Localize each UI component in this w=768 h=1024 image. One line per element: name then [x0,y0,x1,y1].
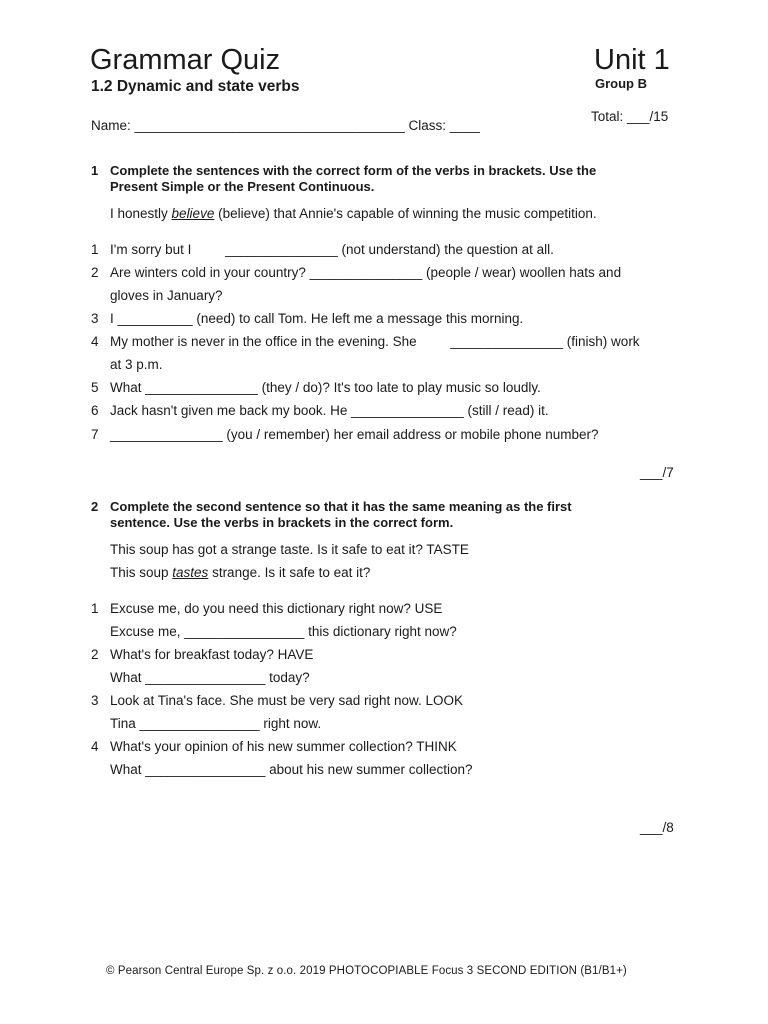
task1-item-number: 7 [91,427,99,442]
task1-example-after: (believe) that Annie's capable of winning the music competition. [214,206,597,221]
group-label: Group B [595,76,647,91]
task2-instruction-line1: Complete the second sentence so that it has the same meaning as the first [110,499,572,514]
task1-item-number: 1 [91,242,99,257]
quiz-title: Grammar Quiz [90,44,281,76]
task1-item-line: My mother is never in the office in the evening. She _______________ (finish) work [110,334,640,349]
task1-item-number: 3 [91,311,99,326]
task1-item-number: 6 [91,403,99,418]
task2-example-line1: This soup has got a strange taste. Is it safe to eat it? TASTE [110,542,469,557]
task2-example-answer: tastes [172,565,209,580]
task2-item-line: What ________________ today? [110,670,310,685]
task1-instruction-line1: Complete the sentences with the correct form of the verbs in brackets. Use the [110,163,597,178]
task2-item-number: 2 [91,647,99,662]
task2-item-number: 3 [91,693,99,708]
task2-score: ___/8 [640,820,674,835]
task1-item-number: 2 [91,265,99,280]
task2-example-after: strange. Is it safe to eat it? [208,565,371,580]
task1-example-answer: believe [171,206,215,221]
unit-label: Unit 1 [594,44,670,76]
task2-item-line: What's for breakfast today? HAVE [110,647,314,662]
task2-item-line: What ________________ about his new summer collection? [110,762,473,777]
task1-item-line: I'm sorry but I _______________ (not understand) the question at all. [110,242,554,257]
task1-item-number: 4 [91,334,99,349]
task2-example-before: This soup [110,565,173,580]
task1-item-line: gloves in January? [110,288,223,303]
task2-item-number: 1 [91,601,99,616]
task2-instruction [110,499,670,531]
task1-item-line: Jack hasn't given me back my book. He _______________ (still / read) it. [110,403,549,418]
task2-item-line: Tina ________________ right now. [110,716,322,731]
task1-example-before: I honestly [110,206,172,221]
task1-score: ___/7 [640,465,674,480]
task2-item-line: Excuse me, ________________ this dictionary right now? [110,624,457,639]
task2-item-number: 4 [91,739,99,754]
name-class-line: Name: ____________________________________ Class: ____ [91,118,480,133]
copyright-footer: © Pearson Central Europe Sp. z o.o. 2019 PHOTOCOPIABLE Focus 3 SECOND EDITION (B1/B1+) [106,965,627,977]
task2-item-line: Look at Tina's face. She must be very sad right now. LOOK [110,693,464,708]
task1-item-line: Are winters cold in your country? _______________ (people / wear) woollen hats and [110,265,622,280]
task1-item-line: _______________ (you / remember) her email address or mobile phone number? [110,427,599,442]
task1-instruction [110,163,670,195]
task2-example-line2 [110,564,370,582]
task1-item-line: What _______________ (they / do)? It's too late to play music so loudly. [110,380,541,395]
task1-number: 1 [91,163,99,178]
quiz-subtitle: 1.2 Dynamic and state verbs [91,78,300,95]
total-score: Total: ___/15 [591,109,669,124]
task2-item-line: Excuse me, do you need this dictionary right now? USE [110,601,443,616]
task2-instruction-line2: sentence. Use the verbs in brackets in the correct form. [110,515,454,530]
task2-item-line: What's your opinion of his new summer collection? THINK [110,739,457,754]
task1-instruction-line2: Present Simple or the Present Continuous. [110,179,375,194]
task1-item-line: I __________ (need) to call Tom. He left me a message this morning. [110,311,524,326]
task2-number: 2 [91,499,99,514]
task1-item-number: 5 [91,380,99,395]
task1-item-line: at 3 p.m. [110,357,163,372]
task1-example [110,205,597,223]
